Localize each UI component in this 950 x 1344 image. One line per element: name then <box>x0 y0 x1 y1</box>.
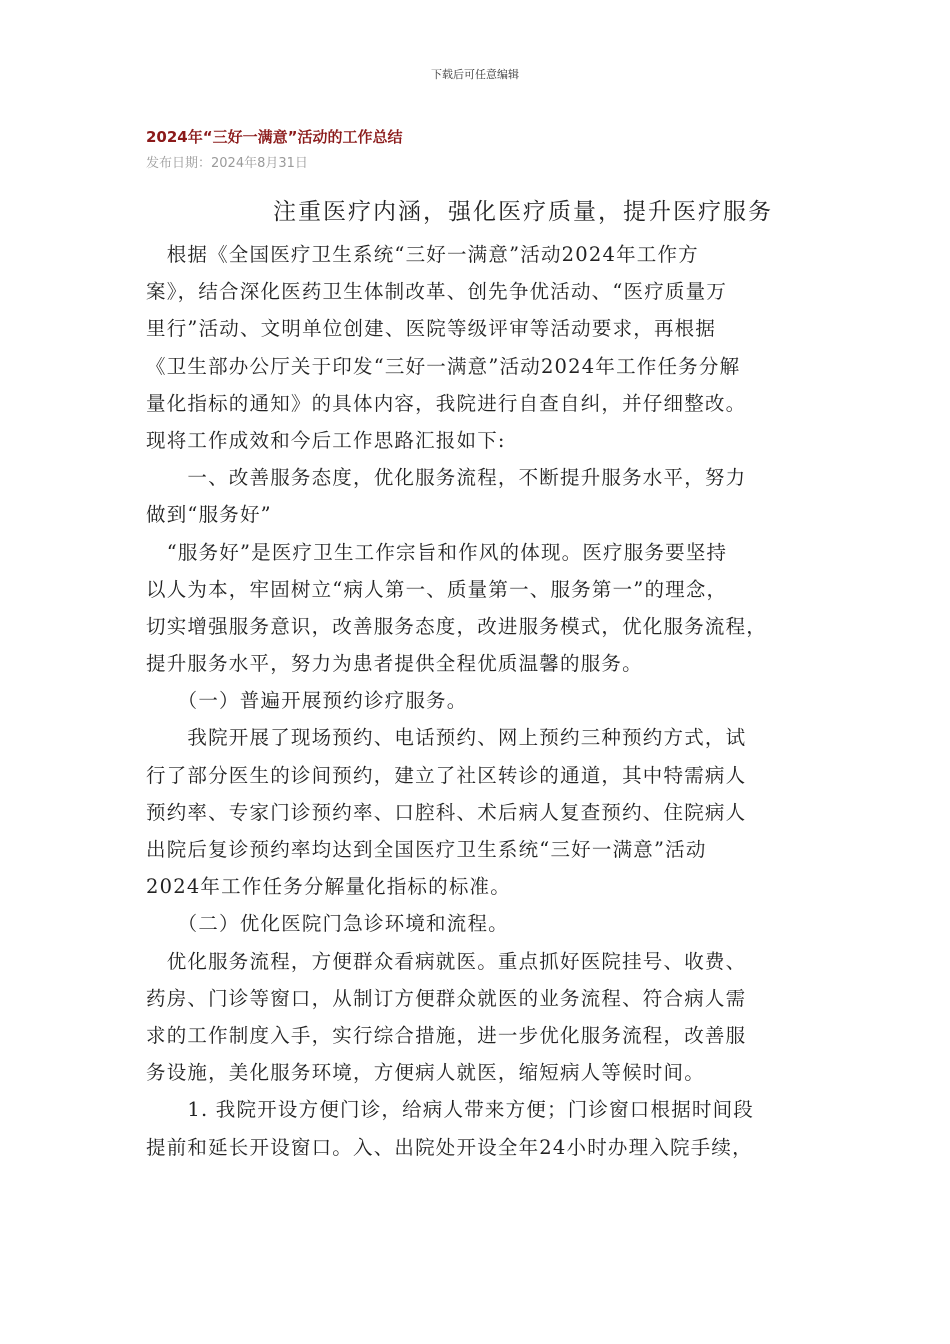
body-line: 量化指标的通知》的具体内容，我院进行自查自纠，并仔细整改。 <box>146 391 747 415</box>
body-line: 优化服务流程，方便群众看病就医。重点抓好医院挂号、收费、 <box>146 949 747 973</box>
subsection-heading-1: （一）普遍开展预约诊疗服务。 <box>146 689 468 713</box>
body-line: 我院开展了现场预约、电话预约、网上预约三种预约方式，试 <box>146 726 747 750</box>
body-line: 案》，结合深化医药卫生体制改革、创先争优活动、“医疗质量万 <box>146 280 728 304</box>
header-note: 下载后可任意编辑 <box>431 68 519 81</box>
section-heading-1-cont: 做到“服务好” <box>146 503 272 527</box>
body-line: “服务好”是医疗卫生工作宗旨和作风的体现。医疗服务要坚持 <box>146 540 728 564</box>
body-line: 2024年工作任务分解量化指标的标准。 <box>146 875 511 899</box>
body-line: 行了部分医生的诊间预约，建立了社区转诊的通道，其中特需病人 <box>146 763 747 787</box>
article-body <box>146 236 806 1166</box>
body-line: 切实增强服务意识，改善服务态度，改进服务模式，优化服务流程， <box>146 614 768 638</box>
body-line: 现将工作成效和今后工作思路汇报如下: <box>146 428 506 452</box>
body-line: 务设施，美化服务环境，方便病人就医，缩短病人等候时间。 <box>146 1061 705 1085</box>
publish-date-label: 发布日期： <box>146 156 212 171</box>
publish-date <box>146 152 308 171</box>
body-line: 药房、门诊等窗口，从制订方便群众就医的业务流程、符合病人需 <box>146 986 747 1010</box>
body-line: 根据《全国医疗卫生系统“三好一满意”活动2024年工作方 <box>146 243 699 266</box>
publish-date-value: 2024年8月31日 <box>211 156 308 171</box>
body-line: 以人为本，牢固树立“病人第一、质量第一、服务第一”的理念， <box>146 577 728 601</box>
body-line: 提升服务水平，努力为患者提供全程优质温馨的服务。 <box>146 652 643 676</box>
body-line: 出院后复诊预约率均达到全国医疗卫生系统“三好一满意”活动 <box>146 838 707 861</box>
body-line: 预约率、专家门诊预约率、口腔科、术后病人复查预约、住院病人 <box>146 800 747 824</box>
section-heading-1: 一、改善服务态度，优化服务流程，不断提升服务水平，努力 <box>146 466 747 490</box>
body-line: 《卫生部办公厅关于印发“三好一满意”活动2024年工作任务分解 <box>146 354 741 378</box>
article-title: 2024年“三好一满意”活动的工作总结 <box>146 128 403 146</box>
body-line: 提前和延长开设窗口。入、出院处开设全年24小时办理入院手续， <box>146 1135 753 1159</box>
body-line: 求的工作制度入手，实行综合措施，进一步优化服务流程，改善服 <box>146 1023 747 1047</box>
body-line: 里行”活动、文明单位创建、医院等级评审等活动要求，再根据 <box>146 317 717 341</box>
subsection-heading-2: （二）优化医院门急诊环境和流程。 <box>146 912 509 936</box>
article-subtitle: 注重医疗内涵，强化医疗质量，提升医疗服务 <box>273 199 773 225</box>
body-line: 1. 我院开设方便门诊，给病人带来方便；门诊窗口根据时间段 <box>146 1098 755 1122</box>
